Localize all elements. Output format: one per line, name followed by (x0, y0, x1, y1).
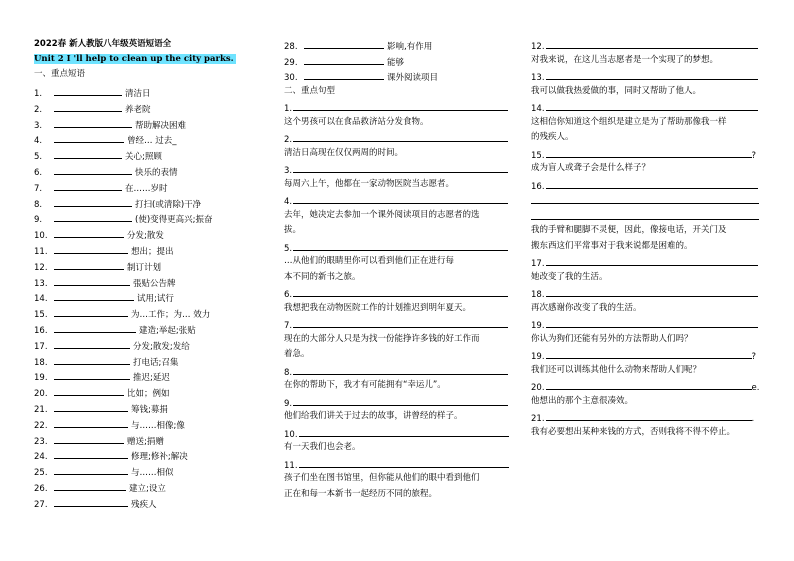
sentence-number: 10. (284, 429, 298, 440)
answer-blank[interactable] (54, 182, 122, 191)
answer-blank[interactable] (293, 195, 508, 204)
answer-blank[interactable] (546, 71, 758, 80)
answer-blank[interactable] (54, 213, 132, 222)
sentence-number: 17. (531, 259, 545, 269)
answer-blank[interactable] (304, 71, 384, 80)
sentence-row (531, 319, 758, 331)
sentence-translation: 他们给我们讲关于过去的故事，讲曾经的样子。 (284, 411, 463, 421)
phrase-row (34, 292, 174, 304)
answer-blank[interactable] (54, 419, 128, 428)
answer-blank[interactable] (54, 292, 134, 301)
phrase-row (34, 324, 196, 336)
phrase-row (34, 356, 178, 368)
sentence-number: 1. (284, 104, 293, 114)
sentence-translation: 正在和每一本新书一起经历不同的旅程。 (284, 488, 438, 499)
sentence-translation: 她改变了我的生活。 (531, 271, 608, 282)
sentence-end-mark: ? (751, 352, 757, 362)
phrase-row (34, 261, 161, 273)
answer-blank[interactable] (54, 198, 132, 207)
sentence-translation: 我们还可以训练其他什么动物来帮助人们呢？ (531, 364, 702, 375)
answer-blank[interactable] (304, 40, 384, 49)
phrase-number: 9. (34, 215, 43, 226)
sentence-translation: 有一天我们也会老。 (284, 442, 361, 452)
phrase-number: 27. (34, 499, 48, 510)
phrase-number: 28. (284, 42, 298, 52)
sentence-translation: 他想出的那个主意很凑效。 (531, 395, 634, 406)
phrase-number: 11. (34, 247, 48, 257)
phrase-row (34, 198, 201, 210)
answer-blank[interactable] (293, 288, 508, 297)
answer-blank[interactable] (54, 435, 124, 444)
phrase-number: 23. (34, 436, 48, 447)
phrase-row (34, 466, 174, 478)
sentence-row (531, 71, 758, 83)
sentence-translation: 拔。 (284, 225, 302, 235)
sentence-number: 6. (284, 290, 293, 300)
phrase-number: 22. (34, 420, 48, 431)
phrase-number: 1. (34, 89, 43, 99)
answer-blank[interactable] (54, 150, 122, 159)
answer-blank[interactable] (304, 56, 384, 65)
phrase-number: 17. (34, 341, 48, 352)
answer-blank[interactable] (546, 180, 758, 189)
sentence-row (531, 149, 756, 161)
sentence-number: 9. (284, 398, 293, 409)
phrase-row (34, 450, 188, 462)
answer-blank[interactable] (54, 166, 132, 175)
phrase-meaning: 帮助解决困难 (135, 120, 187, 131)
phrase-row (34, 119, 186, 131)
answer-blank[interactable] (54, 261, 124, 270)
sentence-translation: 着急。 (284, 349, 310, 359)
sentence-number: 12. (531, 42, 545, 52)
sentence-number: 18. (531, 290, 545, 300)
answer-blank[interactable] (293, 319, 508, 328)
phrase-meaning: 制订计划 (127, 262, 162, 273)
answer-blank[interactable] (546, 102, 758, 111)
phrase-meaning: 快乐的表情 (135, 168, 178, 178)
phrase-number: 21. (34, 405, 48, 415)
answer-blank[interactable] (54, 340, 130, 349)
sentence-translation: 本不同的新书之旅。 (284, 271, 361, 282)
answer-blank[interactable] (546, 40, 758, 49)
sentence-number: 14. (531, 104, 545, 114)
phrase-meaning: 推迟;延迟 (133, 373, 170, 384)
phrase-number: 16. (34, 326, 48, 336)
sentence-row (531, 257, 758, 269)
phrase-row (34, 134, 176, 146)
sentence-number: 4. (284, 197, 293, 207)
sentence-row (531, 40, 758, 52)
answer-blank[interactable] (546, 288, 758, 297)
sentence-row (531, 102, 758, 114)
sentence-row (531, 288, 758, 300)
sentence-row (284, 288, 508, 300)
answer-blank[interactable] (54, 403, 128, 412)
phrase-meaning: 筹钱;募捐 (131, 405, 168, 415)
sentence-number: 2. (284, 135, 293, 145)
answer-blank[interactable] (54, 371, 130, 380)
answer-blank[interactable] (54, 466, 128, 475)
sentence-number: 19. (531, 321, 545, 331)
answer-blank[interactable] (54, 450, 128, 459)
answer-blank[interactable] (54, 308, 128, 317)
phrase-number: 5. (34, 152, 43, 163)
phrase-meaning: 试用;试行 (137, 294, 174, 305)
sentence-row (284, 102, 508, 114)
phrase-number: 8. (34, 199, 43, 210)
phrase-meaning: 与……相像;像 (131, 420, 185, 431)
answer-blank[interactable] (293, 242, 508, 251)
sentence-number: 13. (531, 73, 545, 83)
phrase-row (34, 213, 213, 225)
phrase-row (34, 371, 170, 383)
sentence-number: 8. (284, 367, 293, 378)
answer-blank[interactable] (293, 133, 508, 142)
answer-blank[interactable] (299, 459, 509, 468)
phrase-row (34, 277, 176, 289)
phrase-meaning: 关心;照顾 (125, 152, 162, 163)
sentence-translation: 对我来说，在这儿当志愿者是一个实现了的梦想。 (531, 54, 719, 65)
page-title: 2022春 新人教版八年级英语短语全 (34, 39, 172, 49)
sentence-translation: 我有必要想出某种来钱的方式，否则我将不得不停止。 (531, 426, 736, 437)
sentence-row (284, 428, 509, 440)
phrase-number: 4. (34, 136, 43, 147)
sentence-row (284, 195, 508, 207)
phrase-row (34, 229, 164, 241)
phrase-number: 2. (34, 104, 43, 115)
answer-blank[interactable] (54, 245, 128, 254)
phrase-number: 24. (34, 452, 48, 463)
phrase-number: 7. (34, 183, 43, 194)
answer-blank[interactable] (546, 412, 752, 421)
answer-blank[interactable] (54, 324, 136, 333)
sentence-translation: 我的手臂和腿脚不灵便，因此，像接电话，开关门及 (531, 225, 727, 235)
answer-blank[interactable] (54, 498, 128, 507)
answer-blank[interactable] (54, 134, 124, 143)
answer-blank[interactable] (293, 397, 508, 406)
answer-blank[interactable] (54, 119, 132, 128)
phrase-number: 18. (34, 357, 48, 368)
sentence-translation: 孩子们坐在图书馆里，但你能从他们的眼中看到他们 (284, 473, 480, 483)
phrase-number: 30. (284, 73, 298, 84)
phrase-row (34, 419, 185, 431)
phrase-number: 12. (34, 262, 48, 273)
sentence-translation: 这相信你知道这个组织是建立是为了帮助那像我一样 (531, 116, 727, 127)
phrase-meaning: 想出；提出 (131, 247, 174, 257)
phrase-row (34, 150, 162, 162)
sentence-translation: 在你的帮助下，我才有可能拥有“幸运儿”。 (284, 380, 446, 390)
answer-blank[interactable] (54, 277, 130, 286)
answer-blank-extra[interactable] (531, 195, 759, 204)
phrase-row (34, 482, 166, 494)
phrase-meaning: (使)变得更高兴;振奋 (135, 215, 213, 226)
phrase-row (34, 403, 168, 415)
sentence-translation: 现在的大部分人只是为找一份能挣许多钱的好工作而 (284, 333, 480, 344)
unit-heading: Unit 2 I 'll help to clean up the city parks. (34, 54, 234, 64)
phrase-meaning: 赠送;捐赠 (127, 436, 164, 447)
answer-blank[interactable] (54, 356, 130, 365)
phrase-row (34, 498, 157, 510)
phrase-meaning: 课外阅读项目 (387, 73, 439, 84)
answer-blank[interactable] (54, 229, 124, 238)
answer-blank[interactable] (54, 482, 126, 491)
sentence-number: 20. (531, 383, 545, 393)
section-heading-sentences: 二、重点句型 (284, 86, 336, 96)
phrase-number: 14. (34, 294, 48, 305)
answer-blank[interactable] (54, 103, 122, 112)
sentence-row (284, 397, 508, 409)
phrase-number: 10. (34, 231, 48, 242)
phrase-row (34, 245, 174, 257)
sentence-row (531, 350, 756, 362)
phrase-number: 15. (34, 310, 48, 321)
answer-blank[interactable] (293, 366, 508, 375)
answer-blank[interactable] (546, 149, 752, 158)
sentence-number: 19. (531, 352, 545, 362)
phrase-number: 29. (284, 57, 298, 68)
sentence-number: 5. (284, 243, 293, 254)
phrase-number: 6. (34, 168, 43, 178)
phrase-row (284, 56, 404, 68)
phrase-meaning: 为…工作；为… 效力 (131, 310, 211, 321)
sentence-translation: 我想把我在动物医院工作的计划推迟到明年夏天。 (284, 302, 472, 313)
answer-blank[interactable] (546, 350, 752, 359)
sentence-translation: 搬东西这们平常事对于我来说都是困难的。 (531, 240, 693, 251)
sentence-translation: 成为盲人或聋子会是什么样子？ (531, 163, 651, 173)
sentence-number: 7. (284, 321, 293, 331)
sentence-end-mark: e. (751, 383, 760, 393)
phrase-number: 20. (34, 389, 48, 400)
sentence-number: 21. (531, 414, 545, 424)
phrase-meaning: 打电话;召集 (133, 357, 179, 368)
phrase-meaning: 影响,有作用 (387, 42, 433, 52)
phrase-number: 26. (34, 484, 48, 494)
answer-blank[interactable] (546, 319, 758, 328)
phrase-row (34, 103, 151, 115)
sentence-translation: 去年，她决定去参加一个课外阅读项目的志愿者的选 (284, 209, 480, 220)
phrase-meaning: 曾经… 过去_ (127, 136, 177, 147)
sentence-row (284, 242, 508, 254)
answer-blank[interactable] (54, 87, 122, 96)
phrase-meaning: 能够 (387, 57, 405, 68)
phrase-meaning: 建造;举起;张贴 (139, 326, 196, 336)
sentence-row (284, 459, 509, 471)
phrase-meaning: 分发;散发;发给 (133, 341, 190, 352)
phrase-row (34, 340, 190, 352)
sentence-row (284, 133, 508, 145)
sentence-translation: 再次感谢你改变了我的生活。 (531, 302, 642, 313)
sentence-translation: 我可以做我热爱做的事，同时又帮助了他人。 (531, 85, 702, 96)
sentence-translation: 你认为狗们还能有另外的方法帮助人们吗？ (531, 333, 693, 344)
answer-blank[interactable] (546, 381, 752, 390)
phrase-meaning: 残疾人 (131, 499, 157, 510)
section-heading-phrases: 一、重点短语 (34, 69, 86, 79)
sentence-number: 3. (284, 166, 293, 176)
phrase-row (34, 87, 151, 99)
answer-blank[interactable] (293, 164, 508, 173)
answer-blank-extra[interactable] (531, 211, 759, 220)
sentence-row (531, 381, 759, 393)
sentence-number: 11. (284, 460, 298, 471)
phrase-meaning: 清洁日 (125, 89, 151, 99)
phrase-number: 19. (34, 373, 48, 384)
sentence-row (531, 180, 758, 192)
sentence-row (284, 164, 508, 176)
phrase-meaning: 比如；例如 (127, 389, 170, 400)
sentence-translation: 的残疾人。 (531, 132, 574, 142)
answer-blank[interactable] (546, 257, 758, 266)
phrase-meaning: 在……岁时 (125, 183, 168, 194)
phrase-row (34, 182, 168, 194)
phrase-row (34, 387, 170, 399)
sentence-translation: 清洁日高现在仅仅两周的时间。 (284, 147, 404, 158)
phrase-number: 13. (34, 278, 48, 289)
sentence-translation: 这个男孩可以在食品救济站分发食物。 (284, 116, 429, 127)
sentence-row (531, 412, 754, 424)
phrase-row (284, 71, 438, 83)
phrase-row (34, 308, 210, 320)
sentence-number: 15. (531, 150, 545, 161)
sentence-number: 16. (531, 181, 545, 192)
phrase-number: 25. (34, 468, 48, 479)
phrase-meaning: 打扫(或清除)干净 (135, 199, 202, 210)
phrase-number: 3. (34, 120, 43, 131)
sentence-row (284, 319, 508, 331)
phrase-row (284, 40, 432, 52)
answer-blank[interactable] (293, 102, 508, 111)
phrase-meaning: 張贴公告牌 (133, 278, 176, 289)
sentence-end-mark: . (751, 414, 755, 424)
phrase-meaning: 分发;散发 (127, 231, 164, 242)
sentence-translation: 每周六上午，他都在一家动物医院当志愿者。 (284, 178, 455, 189)
phrase-row (34, 435, 164, 447)
answer-blank[interactable] (299, 428, 509, 437)
answer-blank[interactable] (54, 387, 124, 396)
phrase-meaning: 修理;修补;解决 (131, 452, 188, 463)
sentence-row (284, 366, 508, 378)
phrase-meaning: 与……相似 (131, 468, 174, 479)
phrase-meaning: 养老院 (125, 104, 151, 115)
phrase-meaning: 建立;设立 (129, 484, 166, 494)
sentence-translation: …从他们的眼睛里你可以看到他们正在进行每 (284, 256, 455, 266)
phrase-row (34, 166, 178, 178)
sentence-end-mark: ? (751, 150, 757, 161)
